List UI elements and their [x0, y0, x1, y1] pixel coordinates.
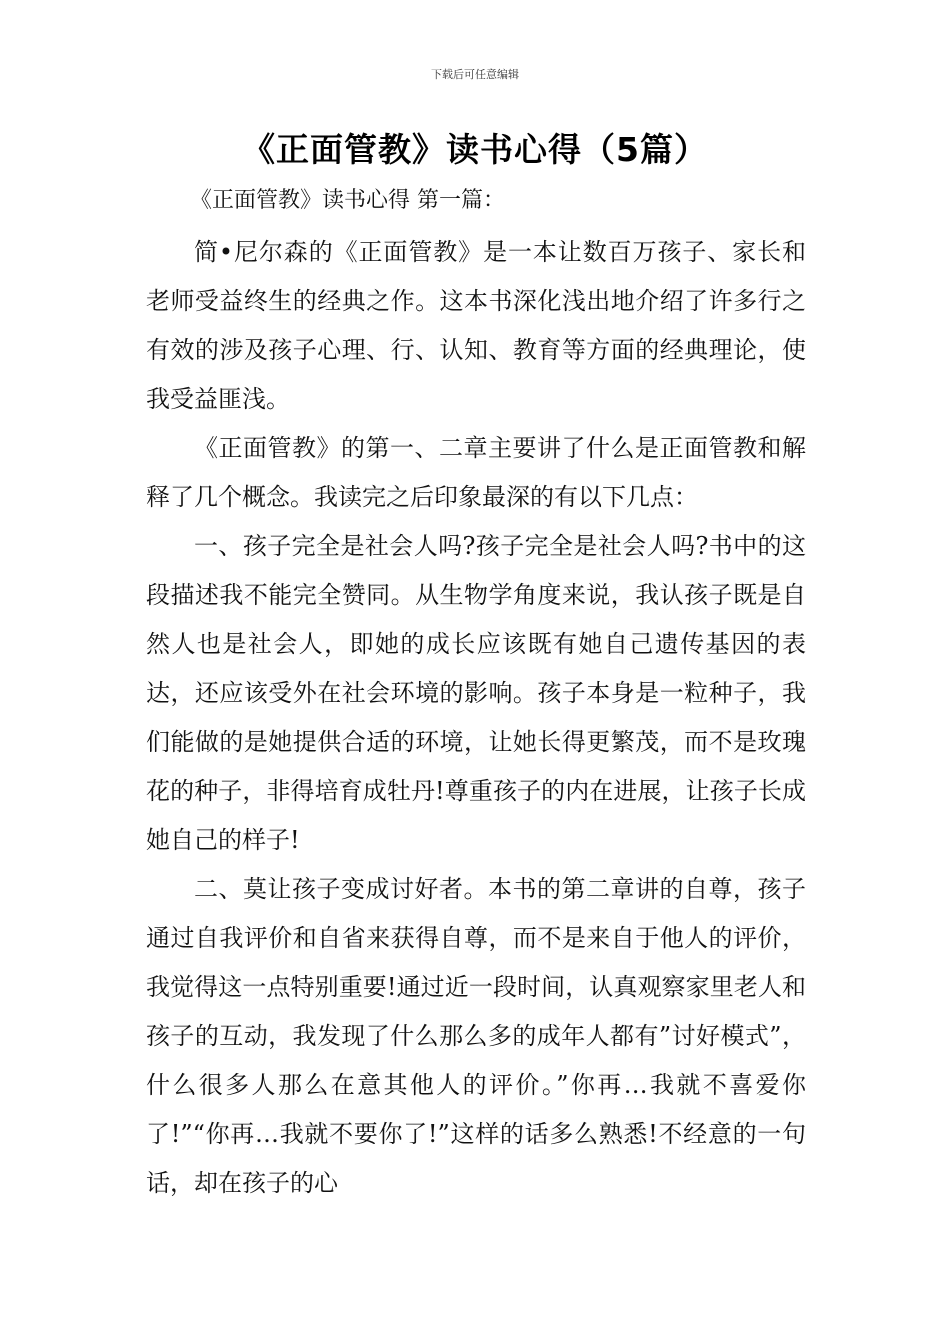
paragraph: 一、孩子完全是社会人吗?孩子完全是社会人吗?书中的这段描述我不能完全赞同。从生物学角度来说，我认孩子既是自然人也是社会人，即她的成长应该既有她自己遗传基因的表达，还应该受外在社会环境的影响。孩子本身是一粒种子，我们能做的是她提供合适的环境，让她长得更繁茂，而不是玫瑰花的种子，非得培育成牡丹!尊重孩子的内在进展，让孩子长成她自己的样子!	[146, 532, 806, 854]
document-title: 《正面管教》读书心得（5篇）	[242, 130, 708, 169]
paragraph: 二、莫让孩子变成讨好者。本书的第二章讲的自尊，孩子通过自我评价和自省来获得自尊，而不是来自于他人的评价，我觉得这一点特别重要!通过近一段时间，认真观察家里老人和孩子的互动，我发现了什么那么多的成年人都有”讨好模式”，什么很多人那么在意其他人的评价。”你再…我就不喜爱你了!”“你再…我就不要你了!”这样的话多么熟悉!不经意的一句话，却在孩子的心	[146, 875, 806, 1197]
section-subheading: 《正面管教》读书心得 第一篇：	[190, 188, 505, 213]
paragraph: 《正面管教》的第一、二章主要讲了什么是正面管教和解释了几个概念。我读完之后印象最深的有以下几点：	[146, 434, 806, 511]
header-note: 下载后可任意编辑	[431, 68, 519, 81]
document-body	[146, 178, 806, 1208]
paragraph: 简•尼尔森的《正面管教》是一本让数百万孩子、家长和老师受益终生的经典之作。这本书深化浅出地介绍了许多行之有效的涉及孩子心理、行、认知、教育等方面的经典理论，使我受益匪浅。	[146, 238, 806, 413]
